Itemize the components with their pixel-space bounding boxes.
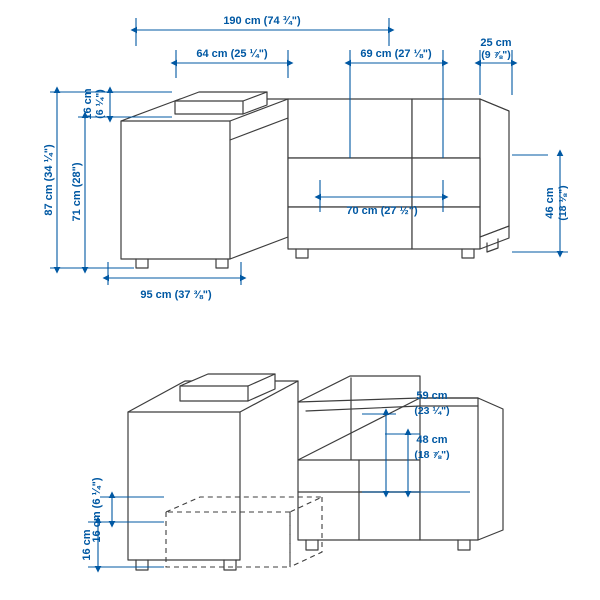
dim-depth: 95 cm (37 ⅜") xyxy=(140,289,212,301)
dim-under-clearance-bottom: 16 cm xyxy=(81,529,93,561)
dim-inner-depth: 48 cm xyxy=(416,434,448,446)
dim-armrest-height: 16 cm xyxy=(82,88,94,120)
dim-arm-width-inches: (9 ⅞") xyxy=(481,49,511,61)
dim-seat-height-inches: (18 ⅛") xyxy=(557,185,569,221)
dim-seat-depth: 59 cm xyxy=(416,390,448,402)
dim-under-clearance-top: 16 cm (6 ¼") xyxy=(91,477,103,543)
dim-armrest-height-inches: (6 ¼") xyxy=(94,89,106,119)
dim-seat-section-width: 69 cm (27 ⅛") xyxy=(360,48,432,60)
dim-armrest-seat-width: 64 cm (25 ¼") xyxy=(196,48,268,60)
dim-seat-depth-front: 70 cm (27 ½") xyxy=(346,205,418,217)
dim-arm-width: 25 cm xyxy=(480,37,512,49)
dim-back-height: 71 cm (28") xyxy=(71,162,83,222)
dim-total-height: 87 cm (34 ¼") xyxy=(43,144,55,216)
front-perspective-view xyxy=(121,92,509,268)
rear-perspective-view xyxy=(128,374,503,570)
dim-total-width: 190 cm (74 ¾") xyxy=(223,15,301,27)
dim-seat-height: 46 cm xyxy=(544,187,556,219)
dim-inner-depth-inches: (18 ⅞") xyxy=(414,449,450,461)
dim-seat-depth-inches: (23 ¼") xyxy=(414,405,450,417)
